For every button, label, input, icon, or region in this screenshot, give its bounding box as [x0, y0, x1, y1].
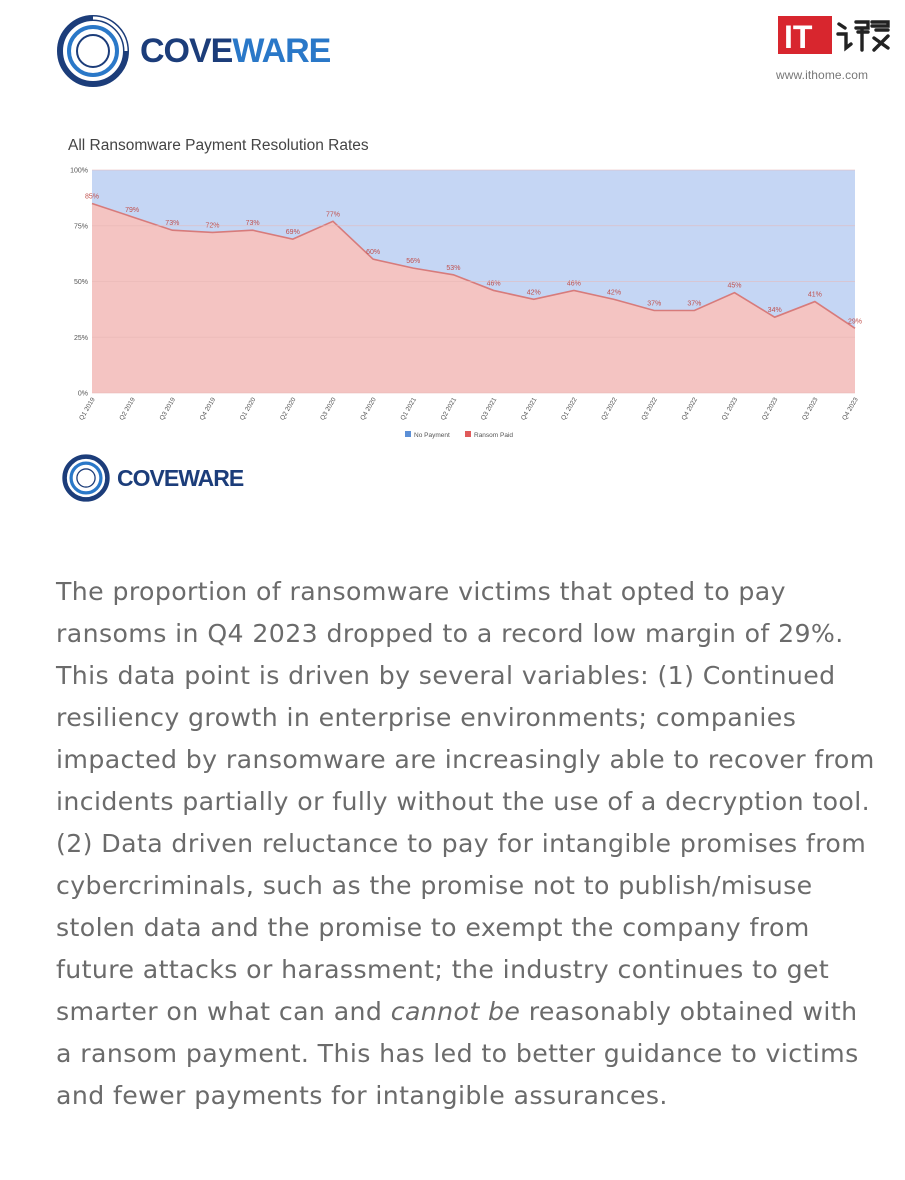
x-tick-label: Q1 2020: [238, 396, 258, 422]
coveware-rings-icon: [56, 14, 130, 88]
chart-title: All Ransomware Payment Resolution Rates: [68, 137, 369, 154]
data-label: 85%: [84, 193, 100, 201]
brand-name-part2: WARE: [232, 32, 331, 70]
y-tick-label: 50%: [73, 279, 88, 286]
data-label: 46%: [566, 280, 581, 288]
x-tick-label: Q4 2019: [198, 396, 218, 422]
data-label: 37%: [687, 300, 702, 308]
brand-name-part1: COVE: [117, 464, 179, 491]
article-emphasis: cannot be: [390, 997, 521, 1026]
ithome-watermark: [776, 14, 892, 82]
brand-name: [140, 34, 330, 68]
chart: [62, 130, 862, 450]
x-tick-label: Q1 2021: [399, 396, 418, 422]
x-tick-label: Q1 2022: [560, 396, 579, 422]
article-text-part2: reasonably obtained with a ransom payment. This has led to better guidance to victims and fewer payments for intangible assurances.: [56, 997, 859, 1110]
chart-legend: [405, 431, 513, 439]
x-tick-label: Q3 2023: [801, 396, 820, 422]
legend-label: No Payment: [414, 432, 450, 439]
x-tick-label: Q1 2023: [720, 396, 740, 422]
y-tick-label: 25%: [73, 334, 88, 342]
x-tick-label: Q3 2021: [479, 396, 499, 422]
y-tick-label: 0%: [77, 390, 88, 398]
article-paragraph: [56, 571, 876, 1117]
data-label: 77%: [325, 211, 340, 219]
x-tick-label: Q2 2022: [600, 396, 619, 422]
x-tick-label: Q1 2019: [78, 396, 97, 422]
legend-label: Ransom Paid: [474, 432, 514, 439]
x-tick-label: Q4 2021: [519, 396, 539, 422]
x-tick-label: Q2 2019: [118, 396, 137, 422]
svg-text:IT: IT: [784, 19, 813, 55]
data-label: 79%: [125, 206, 140, 214]
x-tick-label: Q2 2023: [760, 396, 780, 422]
data-label: 42%: [526, 289, 541, 297]
data-label: 73%: [245, 220, 260, 228]
ithome-url: www.ithome.com: [776, 68, 869, 82]
x-tick-label: Q4 2020: [359, 396, 378, 422]
data-label: 45%: [727, 282, 742, 290]
data-label: 34%: [767, 307, 782, 315]
data-label: 53%: [446, 264, 461, 272]
data-label: 29%: [847, 318, 862, 326]
ithome-logo-icon: [776, 14, 892, 58]
x-tick-label: Q2 2021: [439, 396, 459, 422]
x-tick-label: Q4 2022: [680, 396, 700, 422]
data-label: 42%: [607, 289, 622, 297]
brand-name-part2: WARE: [178, 464, 244, 491]
article-text-part1: The proportion of ransomware victims that opted to pay ransoms in Q4 2023 dropped to a record low margin of 29%. This data point is driven by several variables: (1) Continued resiliency growth in enterprise environments; companies impacted by ransomware are increasingly able to recover from incidents partially or fully without the use of a decryption tool. (2) Data driven reluctance to pay for intangible promises from cybercriminals, such as the promise not to publish/misuse stolen data and the promise to exempt the company from future attacks or harassment; the industry continues to get smarter on what can and: [56, 577, 875, 1026]
data-label: 56%: [406, 258, 421, 266]
x-tick-label: Q3 2019: [158, 396, 178, 422]
data-label: 72%: [205, 222, 220, 230]
data-label: 60%: [366, 249, 381, 257]
data-label: 37%: [647, 300, 662, 308]
x-tick-label: Q3 2020: [319, 396, 338, 422]
coveware-logo: [56, 14, 330, 88]
data-label: 73%: [165, 220, 180, 228]
legend-swatch: [405, 431, 411, 437]
brand-name-part1: COVE: [140, 32, 233, 70]
y-tick-label: 100%: [70, 167, 88, 175]
x-tick-label: Q4 2023: [841, 396, 860, 422]
y-tick-label: 75%: [73, 223, 88, 231]
x-tick-label: Q2 2020: [278, 396, 298, 422]
coveware-logo-small: [62, 454, 243, 502]
data-label: 46%: [486, 280, 501, 288]
data-label: 41%: [807, 291, 822, 299]
brand-name-small: [117, 464, 244, 491]
data-label: 69%: [285, 229, 300, 237]
x-tick-label: Q3 2022: [640, 396, 659, 422]
coveware-rings-icon: [62, 454, 110, 502]
legend-swatch: [465, 431, 471, 437]
